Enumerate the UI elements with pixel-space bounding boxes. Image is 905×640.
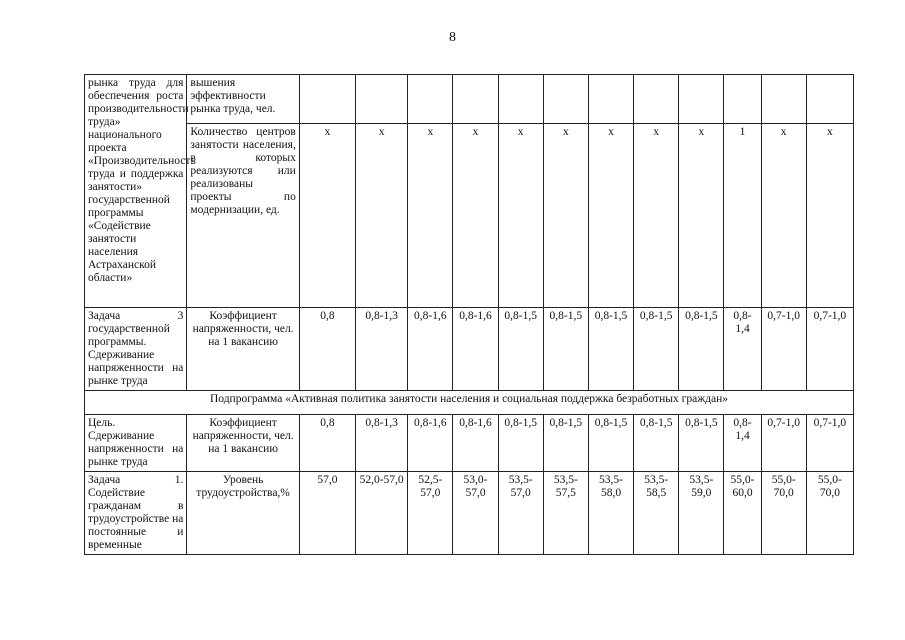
indicator-cell: Коэффициент напряженности, чел. на 1 вакансию xyxy=(187,308,299,391)
value-cell xyxy=(761,75,806,124)
value-cell xyxy=(588,75,633,124)
page-number: 8 xyxy=(449,30,456,45)
value-cell xyxy=(299,75,355,124)
value-cell xyxy=(634,75,679,124)
value-cell: 0,8-1,4 xyxy=(724,415,761,472)
indicator-cell: Коэффициент напряженности, чел. на 1 вакансию xyxy=(187,415,299,472)
task-cell: Задача 3 государственной программы. Сдерживание напряженности на рынке труда xyxy=(85,308,187,391)
value-cell: 53,5-57,5 xyxy=(543,472,588,555)
value-cell: 0,7-1,0 xyxy=(761,415,806,472)
value-cell: 0,7-1,0 xyxy=(806,415,853,472)
task-cell: Задача 1. Содействие гражданам в трудоустройстве на постоянные и временные xyxy=(85,472,187,555)
task-cell: Цель. Сдерживание напряженности на рынке труда xyxy=(85,415,187,472)
value-cell: 0,8-1,5 xyxy=(634,308,679,391)
indicator-cell: Уровень трудоустройства,% xyxy=(187,472,299,555)
value-cell xyxy=(543,75,588,124)
value-cell: 52,0-57,0 xyxy=(356,472,408,555)
value-cell: 0,8-1,5 xyxy=(543,415,588,472)
value-cell: 55,0-70,0 xyxy=(761,472,806,555)
value-cell: 0,8-1,3 xyxy=(356,308,408,391)
value-cell: 0,8-1,3 xyxy=(356,415,408,472)
value-cell: 53,5-58,0 xyxy=(588,472,633,555)
value-cell: 0,8-1,5 xyxy=(588,308,633,391)
value-cell: x xyxy=(498,124,543,308)
task-cell: рынка труда для обеспечения роста производительности труда» национального проекта «Производительность труда и поддержка занятости» государственной программы «Содействие занятости населения Астраханской области» xyxy=(85,75,187,308)
value-cell: x xyxy=(408,124,453,308)
value-cell: 53,5-57,0 xyxy=(498,472,543,555)
value-cell: 0,8-1,5 xyxy=(498,308,543,391)
value-cell xyxy=(806,75,853,124)
value-cell xyxy=(724,75,761,124)
indicator-cell: вышения эффективности рынка труда, чел. xyxy=(187,75,299,124)
value-cell: 53,5-59,0 xyxy=(679,472,724,555)
value-cell: 52,5-57,0 xyxy=(408,472,453,555)
table-row xyxy=(85,75,854,124)
indicator-cell: Количество центров занятости населения, в которых реализуются или реализованы проекты по модернизации, ед. xyxy=(187,124,299,308)
value-cell: x xyxy=(679,124,724,308)
value-cell: 55,0-70,0 xyxy=(806,472,853,555)
value-cell: 1 xyxy=(724,124,761,308)
value-cell: x xyxy=(299,124,355,308)
value-cell: x xyxy=(761,124,806,308)
value-cell: 0,8-1,6 xyxy=(453,308,498,391)
value-cell: x xyxy=(453,124,498,308)
value-cell: 55,0-60,0 xyxy=(724,472,761,555)
value-cell xyxy=(453,75,498,124)
value-cell: 0,8-1,5 xyxy=(588,415,633,472)
value-cell: x xyxy=(356,124,408,308)
table-row xyxy=(85,308,854,391)
value-cell: 0,7-1,0 xyxy=(761,308,806,391)
indicators-table xyxy=(84,74,854,555)
value-cell xyxy=(408,75,453,124)
value-cell: 0,8 xyxy=(299,415,355,472)
value-cell: 0,8-1,5 xyxy=(679,415,724,472)
value-cell: 0,8-1,5 xyxy=(543,308,588,391)
value-cell: 57,0 xyxy=(299,472,355,555)
table-row xyxy=(85,391,854,415)
value-cell: 53,0-57,0 xyxy=(453,472,498,555)
value-cell: 53,5-58,5 xyxy=(634,472,679,555)
value-cell: 0,8-1,5 xyxy=(634,415,679,472)
value-cell: 0,8-1,6 xyxy=(408,415,453,472)
table-row xyxy=(85,415,854,472)
value-cell: x xyxy=(634,124,679,308)
value-cell: 0,8-1,6 xyxy=(408,308,453,391)
value-cell: x xyxy=(806,124,853,308)
value-cell: 0,8-1,6 xyxy=(453,415,498,472)
value-cell: x xyxy=(588,124,633,308)
subprogram-heading: Подпрограмма «Активная политика занятости населения и социальная поддержка безработных граждан» xyxy=(85,391,854,415)
value-cell: 0,8-1,5 xyxy=(679,308,724,391)
value-cell xyxy=(356,75,408,124)
value-cell: 0,8-1,5 xyxy=(498,415,543,472)
value-cell: x xyxy=(543,124,588,308)
value-cell xyxy=(498,75,543,124)
value-cell xyxy=(679,75,724,124)
table-row xyxy=(85,124,854,308)
value-cell: 0,8-1,4 xyxy=(724,308,761,391)
value-cell: 0,7-1,0 xyxy=(806,308,853,391)
table-row xyxy=(85,472,854,555)
value-cell: 0,8 xyxy=(299,308,355,391)
